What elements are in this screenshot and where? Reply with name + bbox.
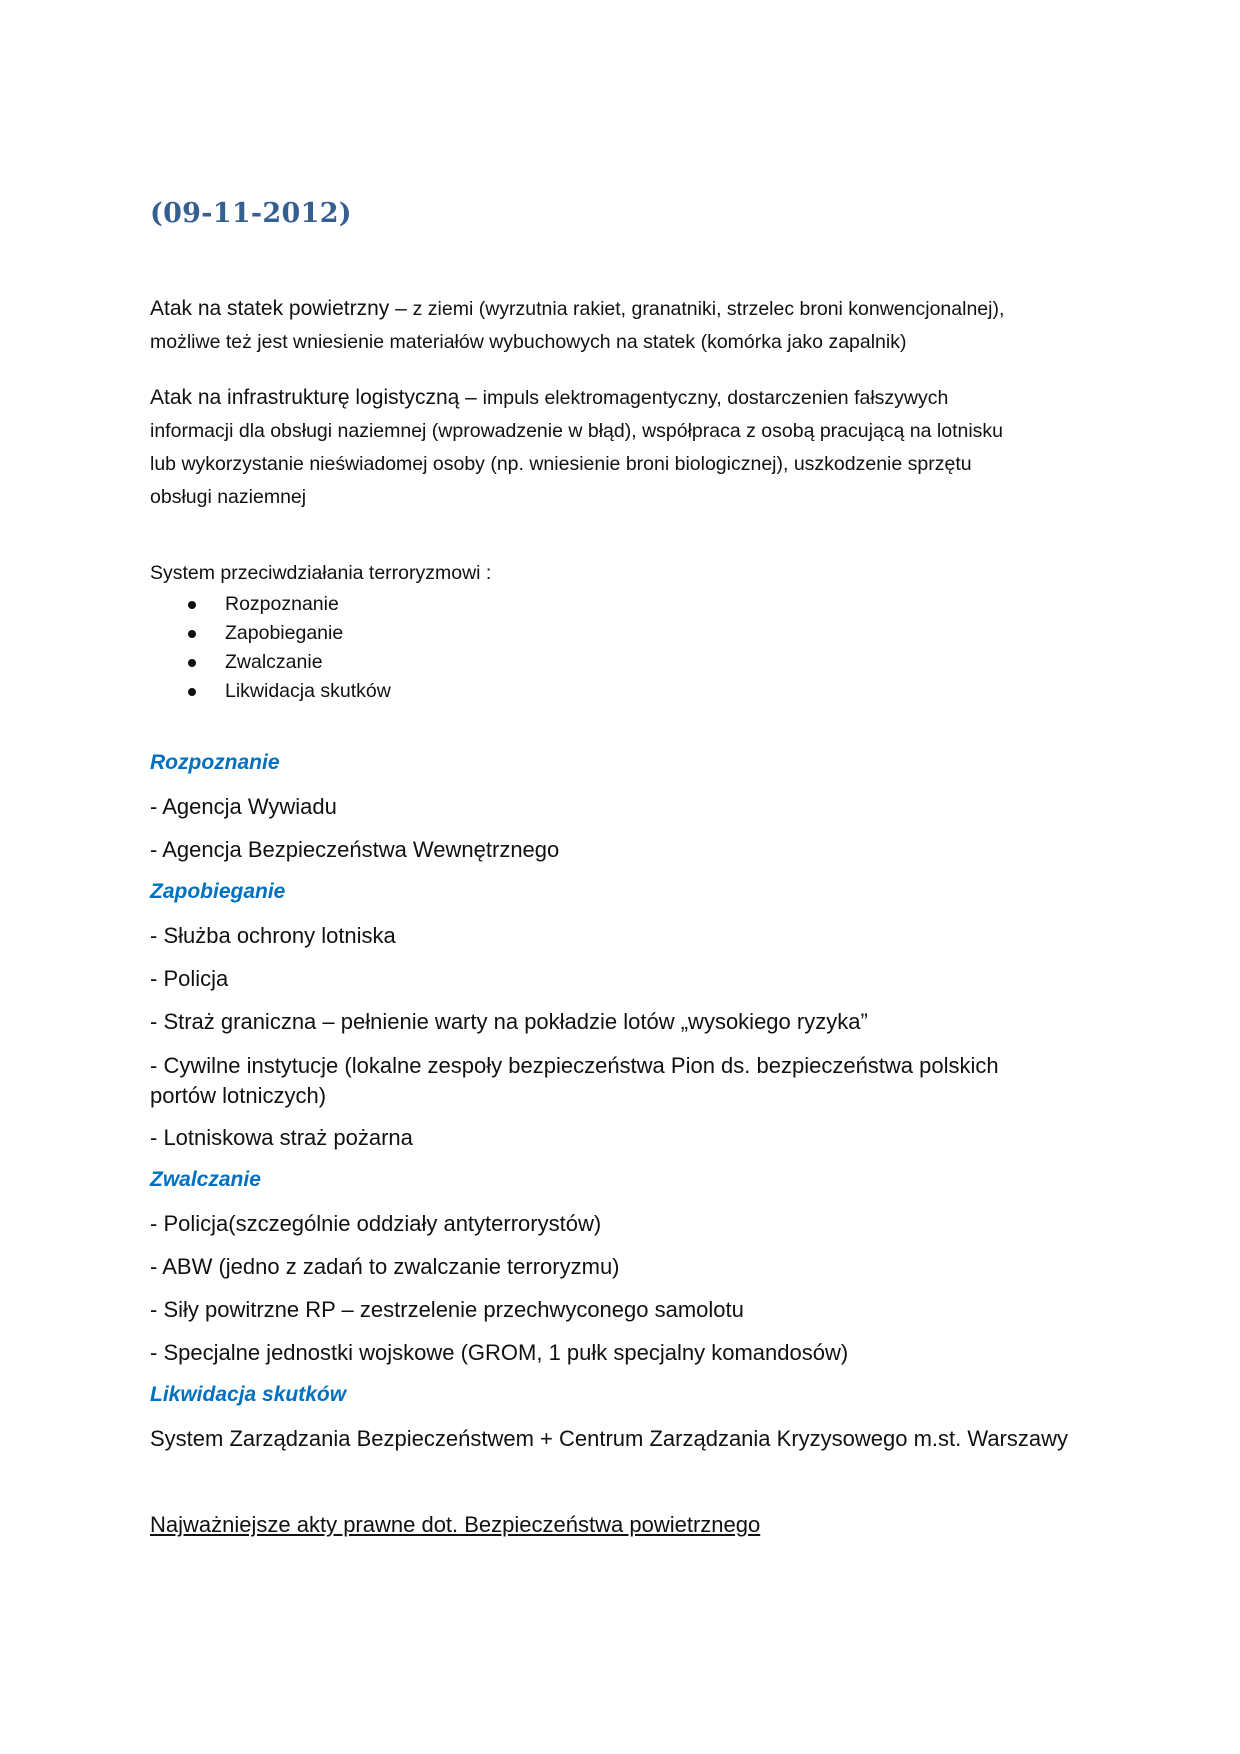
date-heading: (09-11-2012) [150, 198, 352, 229]
list-item: Zapobieganie [188, 619, 391, 648]
list-item: - Siły powitrzne RP – zestrzelenie przechwyconego samolotu [150, 1297, 744, 1322]
list-item: Likwidacja skutków [188, 677, 391, 706]
list-item: Rozpoznanie [188, 590, 391, 619]
paragraph-line: lub wykorzystanie nieświadomej osoby (np. wniesienie broni biologicznej), uszkodzenie sprzętu [150, 453, 972, 475]
likwidacja-text: System Zarządzania Bezpieczeństwem + Centrum Zarządzania Kryzysowego m.st. Warszawy [150, 1426, 1069, 1451]
bullet-icon [188, 601, 196, 609]
list-item: - Policja [150, 966, 229, 991]
bullet-icon [188, 630, 196, 638]
paragraph-line [150, 381, 1003, 415]
list-item: Zwalczanie [188, 648, 391, 677]
list-item: - Cywilne instytucje (lokalne zespoły bezpieczeństwa Pion ds. bezpieczeństwa polskich portów lotniczych) [150, 1053, 999, 1108]
list-item: - Straż graniczna – pełnienie warty na pokładzie lotów „wysokiego ryzyka” [150, 1009, 868, 1034]
bullet-icon [188, 688, 196, 696]
list-item: - Specjalne jednostki wojskowe (GROM, 1 pułk specjalny komandosów) [150, 1340, 849, 1365]
paragraph-line: obsługi naziemnej [150, 486, 307, 508]
bullet-icon [188, 659, 196, 667]
paragraph-infrastructure-attack [150, 381, 1003, 514]
paragraph-line [150, 292, 1004, 326]
system-bullet-list [188, 590, 391, 706]
section-heading-zwalczanie: Zwalczanie [150, 1168, 261, 1191]
paragraph-line: informacji dla obsługi naziemnej (wprowadzenie w błąd), współpraca z osobą pracującą na lotnisku [150, 420, 1004, 442]
section-heading-rozpoznanie: Rozpoznanie [150, 751, 280, 774]
list-item: - Agencja Wywiadu [150, 794, 337, 819]
list-item: - Agencja Bezpieczeństwa Wewnętrznego [150, 837, 560, 862]
system-intro: System przeciwdziałania terroryzmowi : [150, 562, 492, 584]
list-item: - Policja(szczególnie oddziały antyterrorystów) [150, 1211, 602, 1236]
section-heading-likwidacja: Likwidacja skutków [150, 1383, 347, 1406]
paragraph-text: impuls elektromagentyczny, dostarczenien fałszywych [482, 387, 949, 409]
paragraph-text: z ziemi (wyrzutnia rakiet, granatniki, strzelec broni konwencjonalnej), [412, 298, 1005, 320]
list-item: - Służba ochrony lotniska [150, 923, 396, 948]
paragraph-lead: Atak na statek powietrzny – [150, 297, 413, 320]
list-item: - Lotniskowa straż pożarna [150, 1125, 413, 1150]
list-item: - ABW (jedno z zadań to zwalczanie terroryzmu) [150, 1254, 620, 1279]
paragraph-aircraft-attack [150, 292, 1004, 359]
legal-acts-heading: Najważniejsze akty prawne dot. Bezpieczeństwa powietrznego [150, 1512, 761, 1537]
section-heading-zapobieganie: Zapobieganie [150, 880, 286, 903]
paragraph-lead: Atak na infrastrukturę logistyczną – [150, 386, 483, 409]
paragraph-line: możliwe też jest wniesienie materiałów wybuchowych na statek (komórka jako zapalnik) [150, 331, 907, 353]
